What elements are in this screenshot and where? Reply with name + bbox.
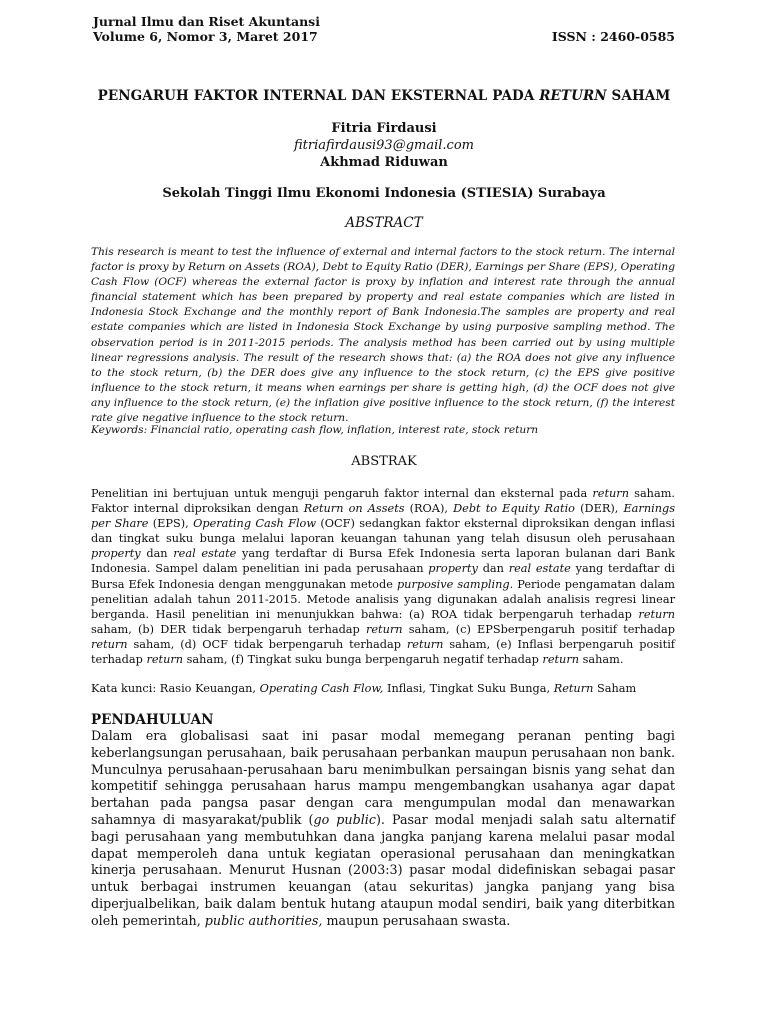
abstract-heading: ABSTRACT (345, 215, 423, 231)
keywords-id: Kata kunci: Rasio Keuangan, Operating Cash Flow, Inflasi, Tingkat Suku Bunga, Return Saham (91, 682, 637, 695)
keywords-en: Keywords: Financial ratio, operating cash flow, inflation, interest rate, stock return (91, 424, 539, 436)
author-block (60, 120, 708, 171)
author-email: fitriafirdausi93@gmail.com (293, 138, 474, 153)
running-header (93, 14, 320, 44)
institution: Sekolah Tinggi Ilmu Ekonomi Indonesia (STIESIA) Surabaya (162, 186, 606, 201)
issn: ISSN : 2460-0585 (551, 29, 675, 44)
section-heading: PENDAHULUAN (91, 712, 214, 728)
author-1: Fitria Firdausi (331, 121, 437, 136)
intro-paragraph: Dalam era globalisasi saat ini pasar modal memegang peranan penting bagi keberlangsungan perusahaan, baik perusahaan perbankan maupun perusahaan non bank. Munculnya perusahaan-perusahaan baru menimbulkan persaingan bisnis yang sehat dan kompetitif sehingga perusahaan harus mampu mengembangkan usahanya agar dapat bertahan pada pangsa pasar dengan cara mengumpulan modal dan menawarkan sahamnya di masyarakat/publik (go public). Pasar modal menjadi salah satu alternatif bagi perusahaan yang membutuhkan dana jangka panjang karena melalui pasar modal dapat memperoleh dana untuk kegiatan operasional perusahaan dan meningkatkan kinerja perusahaan. Menurut Husnan (2003:3) pasar modal didefiniskan sebagai pasar untuk berbagai instrumen keuangan (atau sekuritas) jangka panjang yang bisa diperjualbelikan, baik dalam bentuk hutang ataupun modal sendiri, baik yang diterbitkan oleh pemerintah, public authorities, maupun perusahaan swasta. (91, 728, 675, 928)
abstrak-heading: ABSTRAK (351, 454, 417, 469)
journal-volume: Volume 6, Nomor 3, Maret 2017 (93, 29, 318, 44)
abstrak-text: Penelitian ini bertujuan untuk menguji pengaruh faktor internal dan eksternal pada return saham. Faktor internal diproksikan dengan Return on Assets (ROA), Debt to Equity Ratio (DER), Earnings per Share (EPS), Operating Cash Flow (OCF) sedangkan faktor eksternal diproksikan dengan inflasi dan tingkat suku bunga melalui laporan keuangan tahunan yang telah disusun oleh perusahaan property dan real estate yang terdaftar di Bursa Efek Indonesia serta laporan bulanan dari Bank Indonesia. Sampel dalam penelitian ini pada perusahaan property dan real estate yang terdaftar di Bursa Efek Indonesia dengan menggunakan metode purposive sampling. Periode pengamatan dalam penelitian adalah tahun 2011-2015. Metode analisis yang digunakan adalah analisis regresi linear berganda. Hasil penelitian ini menunjukkan bahwa: (a) ROA tidak berpengaruh terhadap return saham, (b) DER tidak berpengaruh terhadap return saham, (c) EPSberpengaruh positif terhadap return saham, (d) OCF tidak berpengaruh terhadap return saham, (e) Inflasi berpengaruh positif terhadap return saham, (f) Tingkat suku bunga berpengaruh negatif terhadap return saham. (91, 487, 676, 667)
paper-title: PENGARUH FAKTOR INTERNAL DAN EKSTERNAL PADA RETURN SAHAM (97, 88, 671, 104)
author-2: Akhmad Riduwan (320, 155, 448, 170)
journal-name: Jurnal Ilmu dan Riset Akuntansi (93, 14, 320, 29)
abstract-text: This research is meant to test the influence of external and internal factors to the stock return. The internal factor is proxy by Return on Assets (ROA), Debt to Equity Ratio (DER), Earnings per Share (EPS), Operating Cash Flow (OCF) whereas the external factor is proxy by inflation and interest rate through the annual financial statement which has been prepared by property and real estate companies which are listed in Indonesia Stock Exchange and the monthly report of Bank Indonesia.The samples are property and real estate companies which are listed in Indonesia Stock Exchange by using purposive sampling method. The observation period is in 2011-2015 periods. The analysis method has been carried out by using multiple linear regressions analysis. The result of the research shows that: (a) the ROA does not give any influence to the stock return, (b) the DER does give any influence to the stock return, (c) the EPS give positive influence to the stock return, it means when earnings per share is getting high, (d) the OCF does not give any influence to the stock return, (e) the inflation give positive influence to the stock return, (f) the interest rate give negative influence to the stock return. (91, 246, 675, 425)
